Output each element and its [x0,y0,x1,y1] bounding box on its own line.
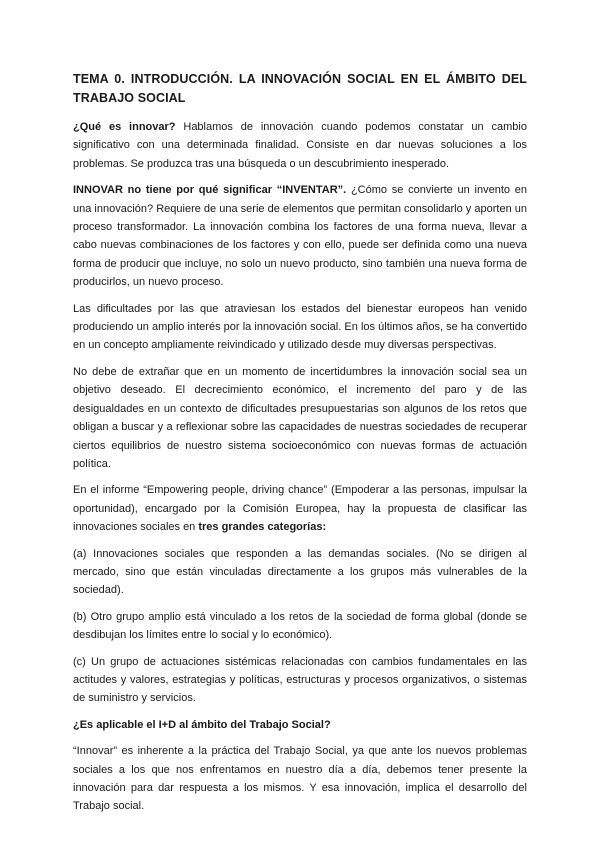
paragraph-innovate-social-work: “Innovar” es inherente a la práctica del Trabajo Social, ya que ante los nuevos problemas sociales a los que nos enfrentamos en nuestro día a día, debemos tener presente la innovación para dar respuesta a los mismos. Y esa innovación, implica el desarrollo del Trabajo social. [73,745,527,813]
paragraph-uncertainty: No debe de extrañar que en un momento de incertidumbres la innovación social sea un objetivo deseado. El decrecimiento económico, el incremento del paro y de las desigualdades en un contexto de dificultades presupuestarias son algunos de los retos que obligan a buscar y a reflexionar sobre las capacidades de nuestras sociedades de recuperar ciertos equilibrios de nuestro sistema socioeconómico con nuevas formas de actuación política. [73,365,527,470]
category-item-c: (c) Un grupo de actuaciones sistémicas relacionadas con cambios fundamentales en las actitudes y valores, estrategias y políticas, estructuras y procesos organizativos, o sistemas de suministro y servicios. [73,655,527,705]
document-title: TEMA 0. INTRODUCCIÓN. LA INNOVACIÓN SOCIAL EN EL ÁMBITO DEL TRABAJO SOCIAL [73,72,527,105]
paragraph-what-is-innovate [73,118,527,173]
category-item-a: (a) Innovaciones sociales que responden a las demandas sociales. (No se dirigen al mercado, sino que están vinculadas directamente a los grupos más vulnerables de la sociedad). [73,547,527,597]
paragraph-text: En el informe “Empowering people, driving chance” (Empoderar a las personas, impulsar la oportunidad), encargado por la Comisión Europea, hay la propuesta de clasificar las innovaciones sociales en [73,484,527,534]
paragraph-report [73,481,527,536]
statement-innovar-inventar: INNOVAR no tiene por qué significar “INVENTAR”. [73,184,347,197]
category-item-b: (b) Otro grupo amplio está vinculado a los retos de la sociedad de forma global (donde se desdibujan los límites entre lo social y lo económico). [73,610,527,642]
question-what-is-innovate: ¿Qué es innovar? [73,121,176,133]
paragraph-text: Hablamos de innovación cuando podemos constatar un cambio significativo con una determinada finalidad. Consiste en dar nuevas soluciones a los problemas. Se produzca tras una búsqueda o un descubrimiento inesperado. [73,121,527,170]
paragraph-innovar-inventar [73,181,527,291]
section-heading-id: ¿Es aplicable el I+D al ámbito del Trabajo Social? [73,718,331,731]
document-page [73,70,527,824]
three-categories-label: tres grandes categorías: [198,521,327,534]
paragraph-text: ¿Cómo se convierte un invento en una innovación? Requiere de una serie de elementos que permitan consolidarlo y aporten un proceso transformador. La innovación combina los factores de una forma nueva, llevar a cabo nuevas combinaciones de los factores y con ello, puede ser definida como una nueva forma de producir que incluye, no solo un nuevo producto, sino también una nueva forma de producirlos, un nuevo proceso. [73,184,527,289]
paragraph-welfare-states: Las dificultades por las que atraviesan los estados del bienestar europeos han venido produciendo un amplio interés por la innovación social. En los últimos años, se ha convertido en un concepto ampliamente reivindicado y utilizado desde muy diversas perspectivas. [73,302,527,352]
